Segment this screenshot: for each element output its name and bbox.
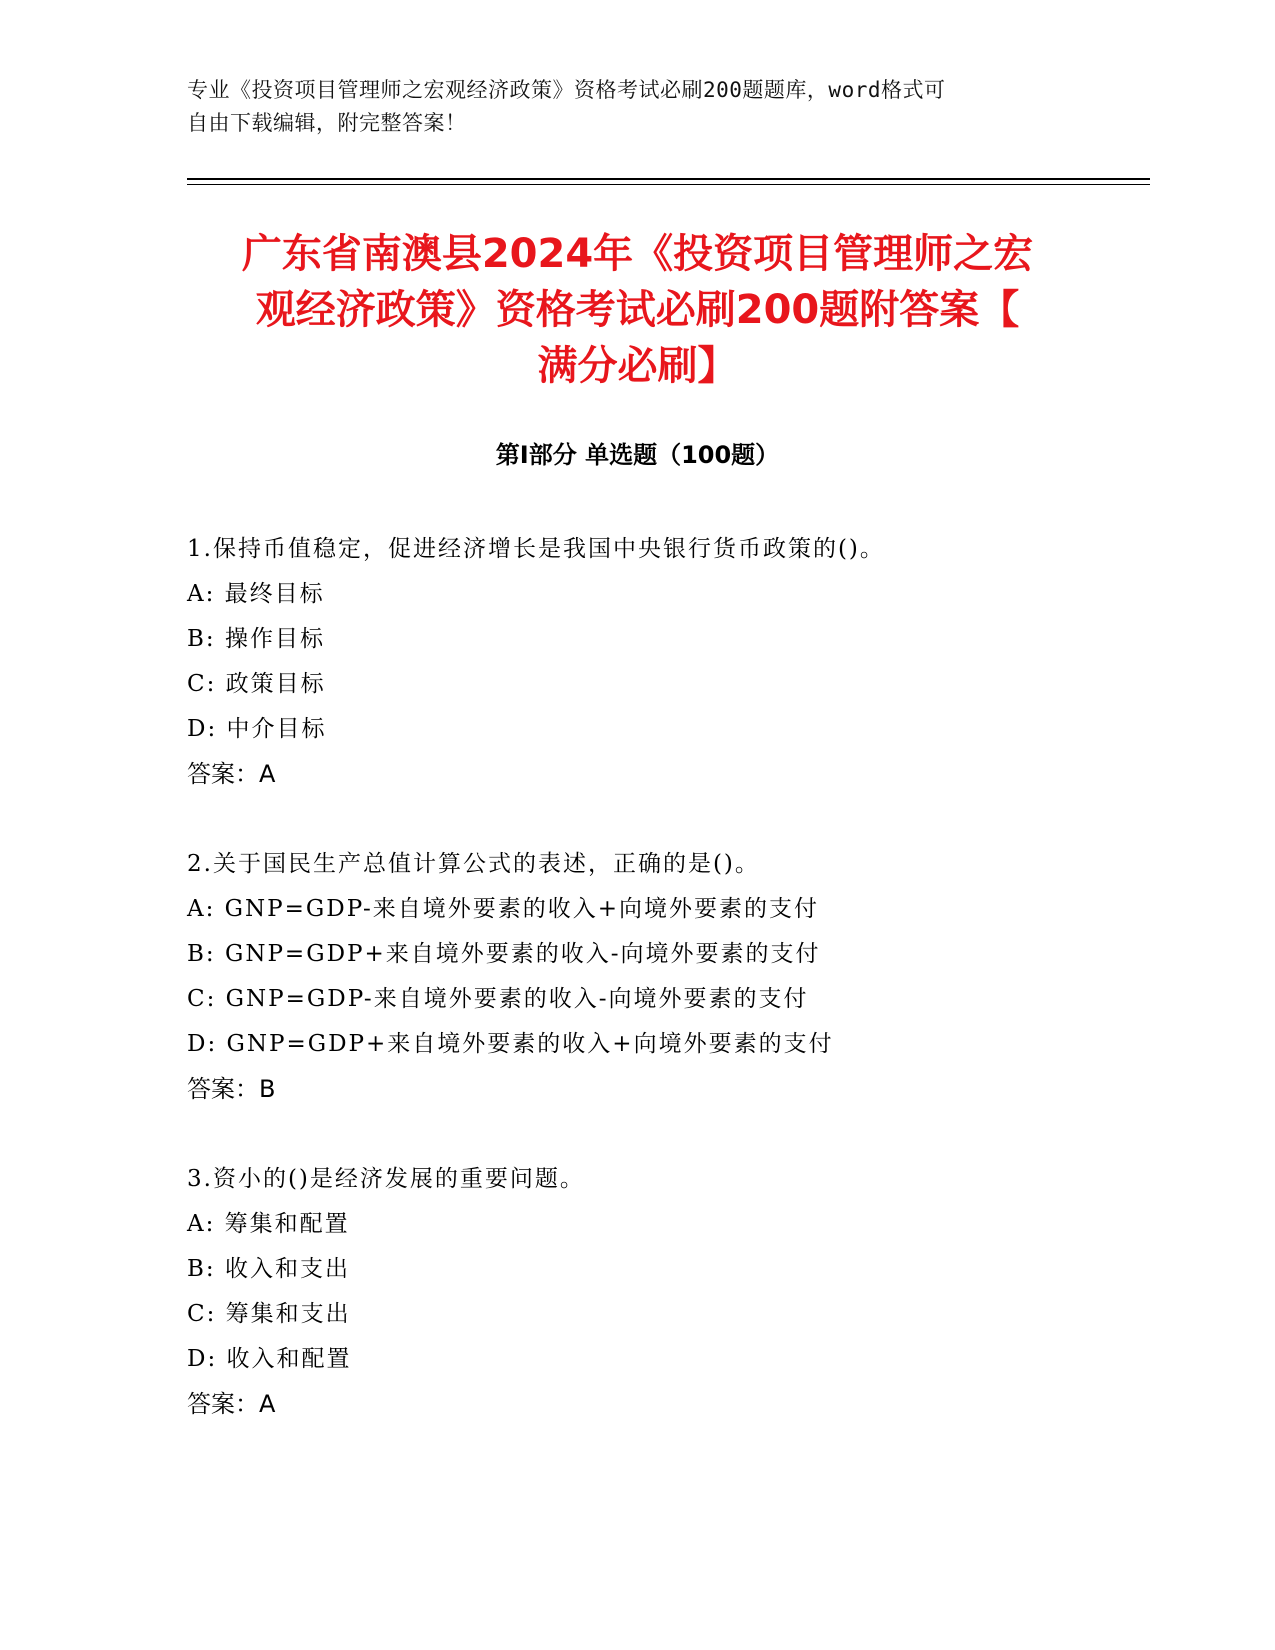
- question-1: [187, 527, 1137, 797]
- option-b: B: GNP=GDP+来自境外要素的收入-向境外要素的支付: [187, 941, 821, 967]
- option-d: D: GNP=GDP+来自境外要素的收入+向境外要素的支付: [187, 1031, 834, 1057]
- option-b: B: 收入和支出: [187, 1256, 350, 1282]
- option-c: C: GNP=GDP-来自境外要素的收入-向境外要素的支付: [187, 986, 809, 1012]
- option-c: C: 政策目标: [187, 671, 326, 697]
- option-b: B: 操作目标: [187, 626, 325, 652]
- option-d: D: 中介目标: [187, 716, 327, 742]
- question-stem: 1.保持币值稳定，促进经济增长是我国中央银行货币政策的()。: [187, 536, 885, 562]
- option-c: C: 筹集和支出: [187, 1301, 351, 1327]
- document-title-line-3: 满分必刷】: [537, 343, 738, 389]
- question-stem: 3.资小的()是经济发展的重要问题。: [187, 1166, 585, 1192]
- answer-line: 答案：A: [187, 760, 276, 788]
- question-3: [187, 1157, 1137, 1427]
- document-title-line-1: 广东省南澳县2024年《投资项目管理师之宏: [241, 231, 1034, 277]
- document-title-line-2: 观经济政策》资格考试必刷200题附答案【: [255, 287, 1020, 333]
- header-divider-thick: [187, 178, 1150, 180]
- header-note-line-1: 专业《投资项目管理师之宏观经济政策》资格考试必刷200题题库，word格式可: [187, 78, 946, 102]
- document-title: [170, 226, 1105, 394]
- section-heading: 第Ⅰ部分 单选题（100题）: [495, 441, 780, 469]
- header-note: [187, 74, 1087, 140]
- header-note-line-2: 自由下载编辑，附完整答案！: [187, 111, 467, 135]
- option-d: D: 收入和配置: [187, 1346, 352, 1372]
- option-a: A: 筹集和配置: [187, 1211, 350, 1237]
- header-divider-thin: [187, 184, 1150, 185]
- question-2: [187, 842, 1137, 1112]
- question-list: [187, 527, 1137, 1472]
- option-a: A: GNP=GDP-来自境外要素的收入+向境外要素的支付: [187, 896, 819, 922]
- option-a: A: 最终目标: [187, 581, 325, 607]
- answer-line: 答案：B: [187, 1075, 276, 1103]
- answer-line: 答案：A: [187, 1390, 276, 1418]
- question-stem: 2.关于国民生产总值计算公式的表述，正确的是()。: [187, 851, 760, 877]
